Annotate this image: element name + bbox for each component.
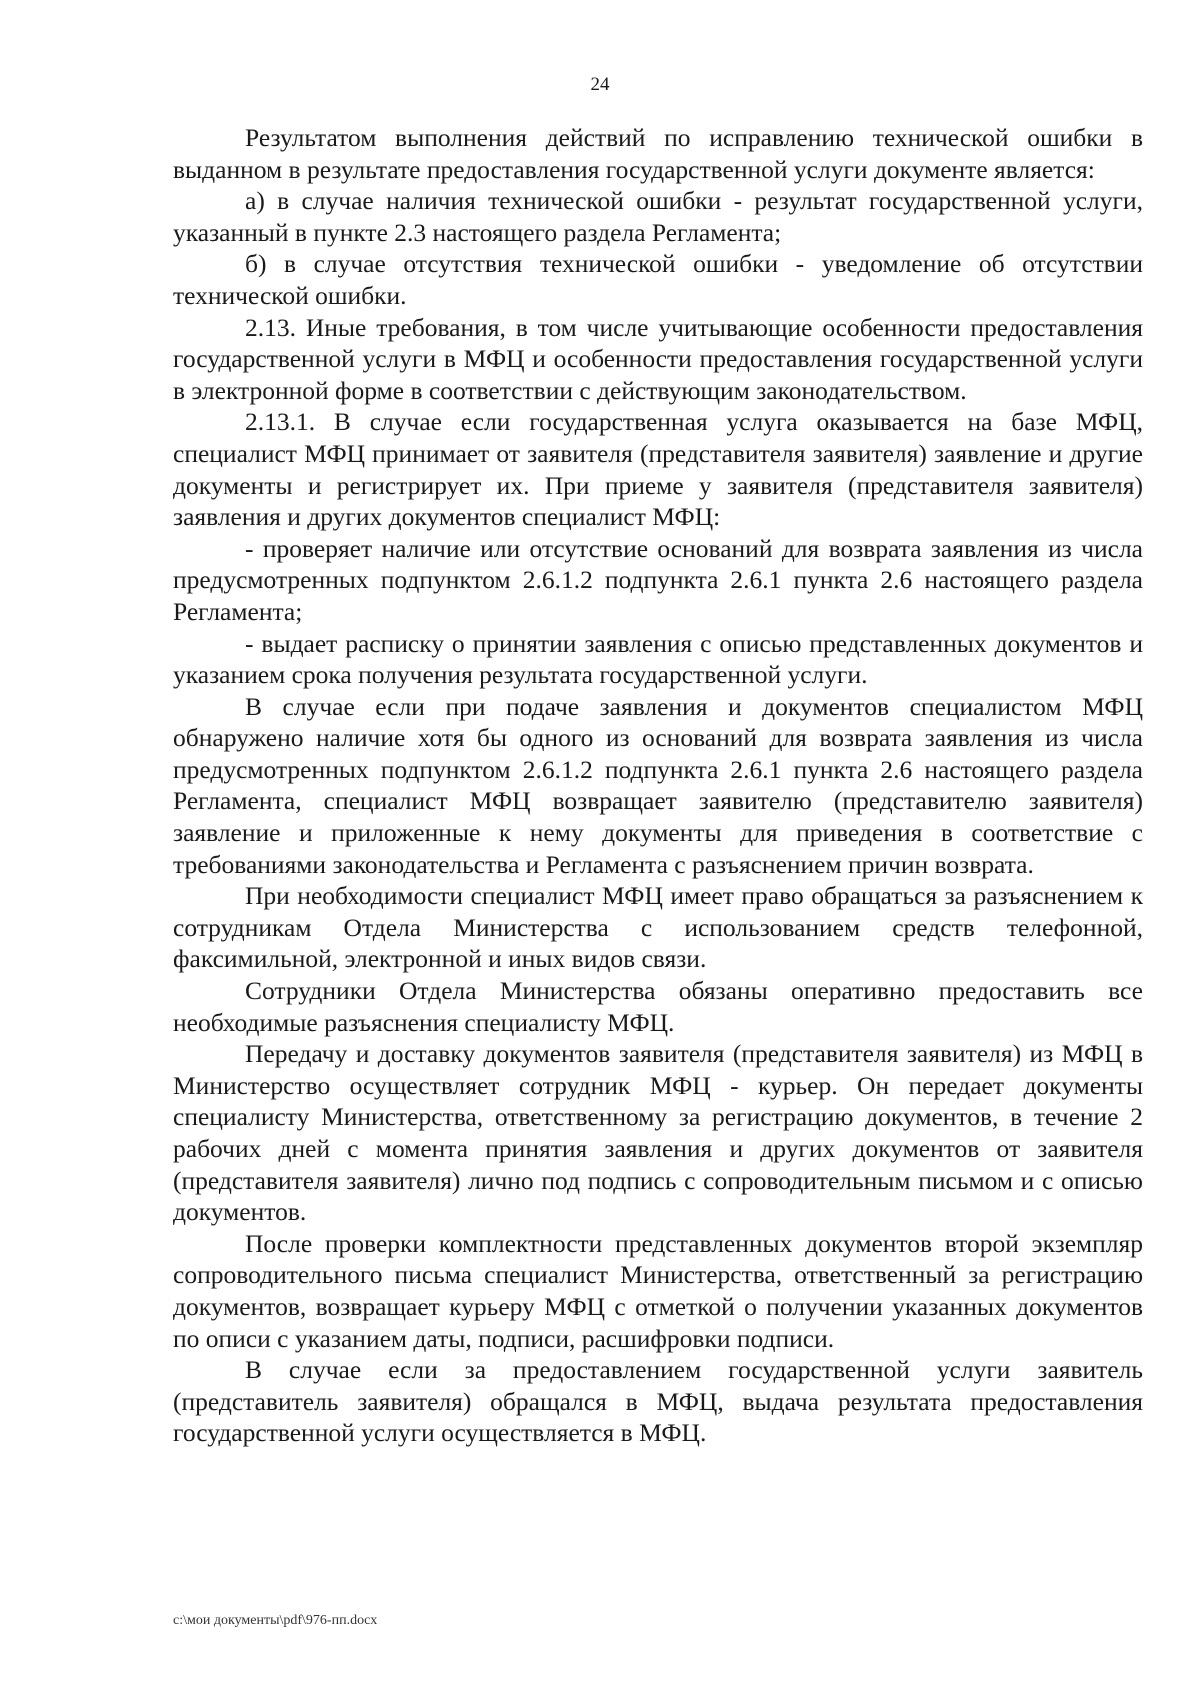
paragraph-verification: После проверки комплектности представленных документов второй экземпляр сопроводительного письма специалист Министерства, ответственный за регистрацию документов, возвращает курьеру МФЦ с отметкой о получении указанных документов по описи с указанием даты, подписи, расшифровки подписи. [173,1228,1143,1353]
paragraph-item-b: б) в случае отсутствия технической ошибки - уведомление об отсутствии технической ошибки. [173,249,1143,310]
paragraph-delivery: Передачу и доставку документов заявителя (представителя заявителя) из МФЦ в Министерство осуществляет сотрудник МФЦ - курьер. Он передает документы специалисту Министерства, ответственному за регистрацию документов, в течение 2 рабочих дней с момента принятия заявления и других документов от заявителя (представителя заявителя) лично под подпись с сопроводительным письмом и с описью документов. [173,1039,1143,1227]
paragraph-return: В случае если при подаче заявления и документов специалистом МФЦ обнаружено наличие хотя бы одного из оснований для возврата заявления из числа предусмотренных подпунктом 2.6.1.2 подпункта 2.6.1 пункта 2.6 настоящего раздела Регламента, специалист МФЦ возвращает заявителю (представителю заявителя) заявление и приложенные к нему документы для приведения в соответствие с требованиями законодательства и Регламента с разъяснением причин возврата. [173,691,1143,879]
document-body [173,122,1143,1449]
paragraph-section-2-13: 2.13. Иные требования, в том числе учитывающие особенности предоставления государственной услуги в МФЦ и особенности предоставления государственной услуги в электронной форме в соответствии с действующим законодательством. [173,312,1143,405]
paragraph-result: Результатом выполнения действий по исправлению технической ошибки в выданном в результате предоставления государственной услуги документе является: [173,123,1143,184]
paragraph-item-a: а) в случае наличия технической ошибки - результат государственной услуги, указанный в пункте 2.3 настоящего раздела Регламента; [173,186,1143,247]
paragraph-clarification: При необходимости специалист МФЦ имеет право обращаться за разъяснением к сотрудникам Отдела Министерства с использованием средств телефонной, факсимильной, электронной и иных видов связи. [173,881,1143,974]
paragraph-bullet-check: - проверяет наличие или отсутствие оснований для возврата заявления из числа предусмотренных подпунктом 2.6.1.2 подпункта 2.6.1 пункта 2.6 настоящего раздела Регламента; [173,533,1143,626]
paragraph-section-2-13-1: 2.13.1. В случае если государственная услуга оказывается на базе МФЦ, специалист МФЦ принимает от заявителя (представителя заявителя) заявление и другие документы и регистрирует их. При приеме у заявителя (представителя заявителя) заявления и других документов специалист МФЦ: [173,407,1143,532]
paragraph-issuance: В случае если за предоставлением государственной услуги заявитель (представитель заявителя) обращался в МФЦ, выдача результата предоставления государственной услуги осуществляется в МФЦ. [173,1355,1143,1448]
paragraph-staff-duty: Сотрудники Отдела Министерства обязаны оперативно предоставить все необходимые разъяснения специалисту МФЦ. [173,976,1143,1037]
paragraph-bullet-receipt: - выдает расписку о принятии заявления с описью представленных документов и указанием срока получения результата государственной услуги. [173,628,1143,690]
footer-file-path: c:\мои документы\pdf\976-пп.docx [173,1613,378,1628]
page-number: 24 [590,74,610,95]
